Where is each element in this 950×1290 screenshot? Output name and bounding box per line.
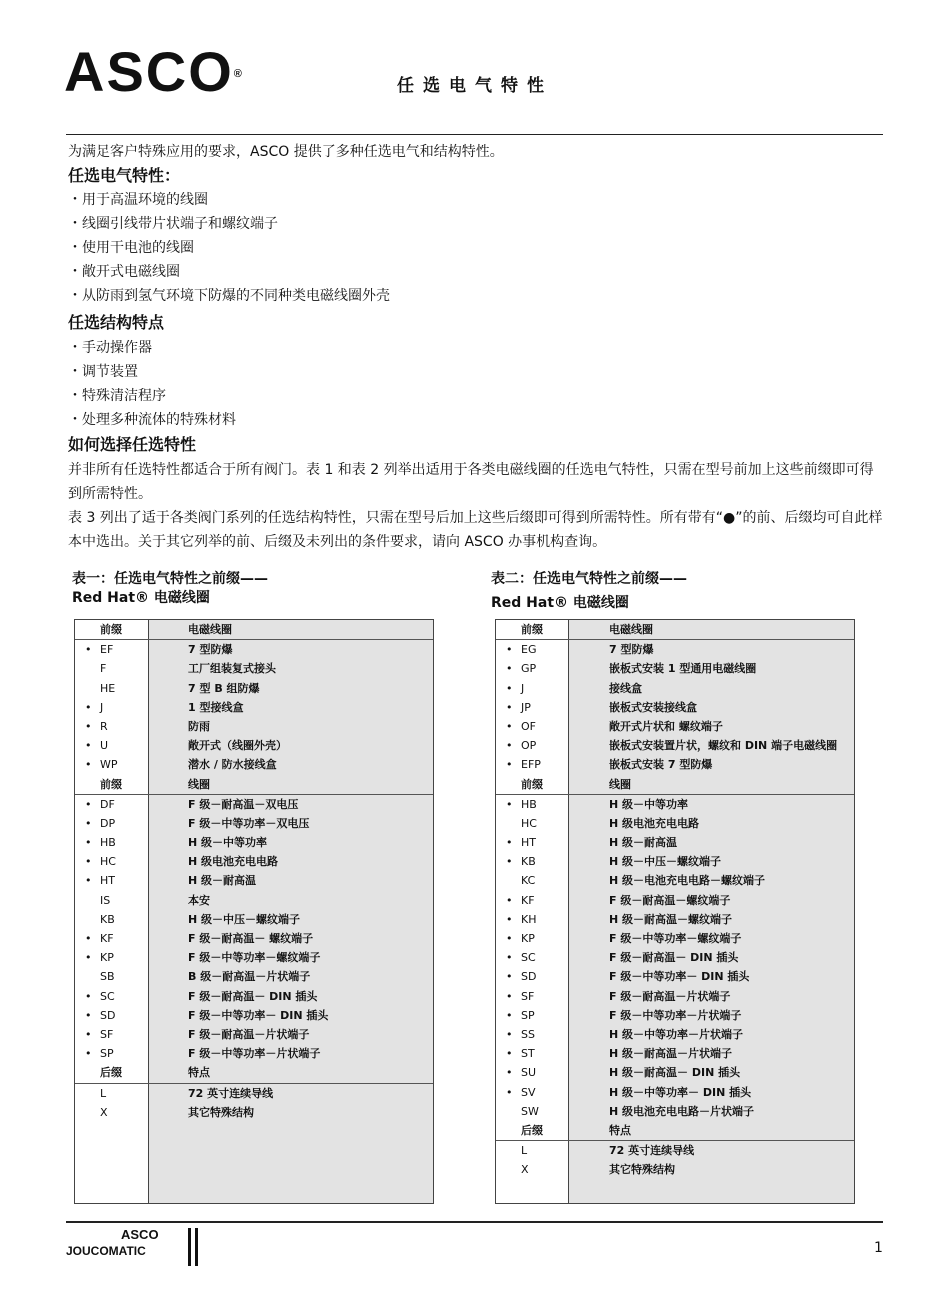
table-row — [75, 1006, 433, 1025]
prefix-code: SP — [521, 1008, 535, 1022]
description: H 级－中等功率－ DIN 插头 — [609, 1085, 752, 1099]
prefix-code: SD — [521, 970, 537, 984]
table-row — [75, 910, 433, 929]
column-header-code: 后缀 — [521, 1123, 543, 1137]
prefix-code: SV — [521, 1085, 536, 1099]
structural-list — [68, 336, 236, 432]
table-row — [75, 814, 433, 833]
description: H 级电池充电电路 — [188, 855, 279, 869]
prefix-code: HC — [100, 855, 116, 869]
description: 其它特殊结构 — [188, 1105, 254, 1119]
bullet-marker: • — [85, 989, 92, 1003]
description: H 级－耐高温 — [188, 874, 257, 888]
description: 接线盒 — [609, 681, 642, 695]
prefix-code: KB — [521, 855, 536, 869]
bullet-marker: • — [85, 951, 92, 965]
bullet-marker: • — [85, 739, 92, 753]
description: H 级－中压－螺纹端子 — [188, 912, 301, 926]
bullet-marker: • — [506, 700, 513, 714]
table-row — [75, 1025, 433, 1044]
description: 嵌板式安装 1 型通用电磁线圈 — [609, 662, 757, 676]
table-row — [496, 814, 854, 833]
table-header-row — [496, 620, 854, 640]
table-row — [496, 1063, 854, 1082]
bullet-marker: • — [85, 1027, 92, 1041]
table-row — [75, 717, 433, 736]
table-row — [496, 871, 854, 890]
table2-caption-line2: Red Hat® 电磁线圈 — [491, 595, 629, 611]
column-header-desc: 线圈 — [188, 777, 210, 791]
prefix-code: DF — [100, 797, 115, 811]
description: 7 型 B 组防爆 — [188, 681, 260, 695]
description: H 级电池充电电路－片状端子 — [609, 1104, 755, 1118]
list-item: ・处理多种流体的特殊材料 — [68, 412, 236, 428]
description: H 级－耐高温 — [609, 836, 678, 850]
description: F 级－耐高温－片状端子 — [188, 1027, 310, 1041]
table-header-row — [75, 775, 433, 795]
description: H 级－中等功率 — [188, 836, 268, 850]
list-item: ・调节装置 — [68, 364, 138, 380]
prefix-code: SW — [521, 1104, 539, 1118]
bullet-marker: • — [506, 1066, 513, 1080]
table-row — [496, 736, 854, 755]
description: F 级－中等功率－双电压 — [188, 816, 310, 830]
description: 嵌板式安装接线盒 — [609, 700, 697, 714]
bullet-marker: • — [85, 1008, 92, 1022]
prefix-code: HB — [100, 836, 116, 850]
prefix-code: SB — [100, 970, 115, 984]
table-row — [75, 755, 433, 774]
bullet-marker: • — [85, 758, 92, 772]
description: F 级－中等功率－片状端子 — [188, 1047, 321, 1061]
table-row — [496, 948, 854, 967]
bullet-marker: • — [506, 662, 513, 676]
description: F 级－耐高温－双电压 — [188, 797, 299, 811]
description: 1 型接线盒 — [188, 700, 244, 714]
table-row — [496, 833, 854, 852]
table-row — [496, 1044, 854, 1063]
list-item: ・手动操作器 — [68, 340, 152, 356]
table-row — [75, 795, 433, 814]
bullet-marker: • — [506, 893, 513, 907]
footer-logo-bars-icon — [188, 1228, 200, 1266]
table-row — [496, 967, 854, 986]
prefix-code: KF — [521, 893, 535, 907]
bullet-marker: • — [85, 643, 92, 657]
description: H 级－耐高温－片状端子 — [609, 1047, 733, 1061]
description: F 级－中等功率－ DIN 插头 — [609, 970, 750, 984]
prefix-code: EFP — [521, 758, 541, 772]
prefix-code: WP — [100, 758, 118, 772]
bullet-marker: • — [506, 855, 513, 869]
prefix-code: KC — [521, 874, 536, 888]
column-header-code: 前缀 — [100, 777, 122, 791]
prefix-code: SP — [100, 1047, 114, 1061]
description: 7 型防爆 — [188, 643, 233, 657]
page-number: 1 — [874, 1240, 883, 1256]
table-row — [75, 698, 433, 717]
howto-paragraph-2: 表 3 列出了适于各类阀门系列的任选结构特性，只需在型号后加上这些后缀即可得到所需特性。所有带有“●”的前、后缀均可自此样本中选出。关于其它列举的前、后缀及未列出的条件要求，请向 ASCO 办事机构查询。 — [68, 510, 883, 550]
description: H 级－耐高温－螺纹端子 — [609, 912, 733, 926]
column-header-desc: 线圈 — [609, 777, 631, 791]
top-divider — [66, 134, 883, 135]
bullet-marker: • — [85, 932, 92, 945]
prefix-code: KF — [100, 932, 114, 945]
list-item: ・线圈引线带片状端子和螺纹端子 — [68, 216, 278, 232]
prefix-code: KB — [100, 912, 115, 926]
bullet-marker: • — [506, 989, 513, 1003]
electrical-heading: 任选电气特性： — [68, 166, 181, 185]
bullet-marker: • — [506, 951, 513, 965]
howto-paragraph-1: 并非所有任选特性都适合于所有阀门。表 1 和表 2 列举出适用于各类电磁线圈的任选电气特性，只需在型号前加上这些前缀即可得 到所需特性。 — [68, 462, 874, 502]
description: F 级－中等功率－螺纹端子 — [609, 932, 742, 945]
prefix-code: HB — [521, 797, 537, 811]
list-item: ・从防雨到氢气环境下防爆的不同种类电磁线圈外壳 — [68, 288, 390, 304]
prefix-code: SS — [521, 1027, 535, 1041]
column-header-code: 后缀 — [100, 1066, 122, 1080]
bullet-marker: • — [85, 836, 92, 850]
prefix-code: HT — [100, 874, 115, 888]
description: F 级－耐高温－片状端子 — [609, 989, 731, 1003]
prefix-code: DP — [100, 816, 116, 830]
bullet-marker: • — [506, 643, 513, 657]
prefix-code: KH — [521, 912, 537, 926]
table-row — [75, 640, 433, 659]
prefix-code: J — [521, 681, 525, 695]
prefix-code: SF — [521, 989, 535, 1003]
table-row — [496, 852, 854, 871]
prefix-code: L — [100, 1086, 107, 1100]
description: F 级－中等功率－螺纹端子 — [188, 951, 321, 965]
description: 敞开式片状和 螺纹端子 — [609, 719, 723, 733]
table-row — [75, 891, 433, 910]
description: 本安 — [188, 893, 210, 907]
table-row — [496, 717, 854, 736]
table-row — [496, 1102, 854, 1121]
table-row — [496, 1141, 854, 1160]
table-row — [496, 910, 854, 929]
table1 — [74, 619, 434, 1204]
bullet-marker: • — [506, 681, 513, 695]
prefix-code: JP — [521, 700, 531, 714]
description: 72 英寸连续导线 — [188, 1086, 274, 1100]
prefix-code: SC — [521, 951, 536, 965]
bottom-divider — [66, 1221, 883, 1223]
howto-heading: 如何选择任选特性 — [68, 435, 197, 454]
table-row — [75, 659, 433, 678]
footer-asco-logo: ASCO — [121, 1227, 159, 1242]
description: H 级电池充电电路 — [609, 816, 700, 830]
description: H 级－中压－螺纹端子 — [609, 855, 722, 869]
description: H 级－中等功率－片状端子 — [609, 1027, 744, 1041]
list-item: ・敞开式电磁线圈 — [68, 264, 180, 280]
description: F 级－耐高温－螺纹端子 — [609, 893, 731, 907]
table-row — [75, 1044, 433, 1063]
table-row — [496, 1006, 854, 1025]
description: F 级－耐高温－ 螺纹端子 — [188, 932, 314, 945]
prefix-code: ST — [521, 1047, 535, 1061]
description: 72 英寸连续导线 — [609, 1144, 695, 1158]
bullet-marker: • — [85, 855, 92, 869]
table-row — [75, 679, 433, 698]
description: F 级－中等功率－片状端子 — [609, 1008, 742, 1022]
bullet-marker: • — [506, 1047, 513, 1061]
description: 嵌板式安装置片状，螺纹和 DIN 端子电磁线圈 — [609, 739, 838, 753]
table-row — [496, 891, 854, 910]
footer-joucomatic-logo: JOUCOMATIC — [66, 1244, 146, 1258]
list-item: ・用于高温环境的线圈 — [68, 192, 208, 208]
bullet-marker: • — [506, 739, 513, 753]
description: B 级－耐高温－片状端子 — [188, 970, 311, 984]
bullet-marker: • — [85, 700, 92, 714]
bullet-marker: • — [506, 1027, 513, 1041]
table2 — [495, 619, 855, 1204]
prefix-code: GP — [521, 662, 537, 676]
table-row — [496, 987, 854, 1006]
description: 7 型防爆 — [609, 643, 654, 657]
table-row — [75, 833, 433, 852]
table-header-row — [496, 1121, 854, 1141]
description: F 级－耐高温－ DIN 插头 — [609, 951, 739, 965]
description: H 级－中等功率 — [609, 797, 689, 811]
table-row — [496, 755, 854, 774]
prefix-code: KP — [100, 951, 114, 965]
bullet-marker: • — [506, 912, 513, 926]
prefix-code: SU — [521, 1066, 537, 1080]
table-row — [75, 1103, 433, 1122]
description: 潜水 / 防水接线盒 — [188, 758, 277, 772]
table-row — [75, 871, 433, 890]
description: 敞开式（线圈外壳） — [188, 739, 287, 753]
table-row — [75, 929, 433, 948]
table-row — [496, 640, 854, 659]
prefix-code: EG — [521, 643, 537, 657]
bullet-marker: • — [506, 1008, 513, 1022]
prefix-code: X — [100, 1105, 108, 1119]
structural-heading: 任选结构特点 — [68, 313, 165, 332]
column-header-desc: 特点 — [188, 1066, 210, 1080]
table-header-row — [75, 620, 433, 640]
prefix-code: IS — [100, 893, 111, 907]
prefix-code: EF — [100, 643, 114, 657]
prefix-code: OP — [521, 739, 537, 753]
prefix-code: X — [521, 1163, 529, 1177]
bullet-marker: • — [85, 797, 92, 811]
description: F 级－中等功率－ DIN 插头 — [188, 1008, 329, 1022]
prefix-code: SF — [100, 1027, 114, 1041]
prefix-code: SC — [100, 989, 115, 1003]
list-item: ・使用干电池的线圈 — [68, 240, 194, 256]
column-header-code: 前缀 — [100, 623, 122, 636]
asco-logo: ASCO® — [64, 40, 244, 103]
description: H 级－电池充电电路－螺纹端子 — [609, 874, 766, 888]
prefix-code: HC — [521, 816, 537, 830]
prefix-code: R — [100, 719, 108, 733]
list-item: ・特殊清洁程序 — [68, 388, 166, 404]
table-row — [75, 967, 433, 986]
table-header-row — [75, 1063, 433, 1083]
table-row — [75, 987, 433, 1006]
bullet-marker: • — [506, 836, 513, 850]
prefix-code: L — [521, 1144, 528, 1158]
table-row — [75, 852, 433, 871]
table-row — [75, 948, 433, 967]
column-header-code: 前缀 — [521, 623, 543, 636]
description: 防雨 — [188, 719, 210, 733]
prefix-code: F — [100, 662, 107, 676]
table-row — [496, 698, 854, 717]
column-header-desc: 特点 — [609, 1123, 631, 1137]
table1-caption-line1: 表一：任选电气特性之前缀—— — [72, 571, 268, 587]
prefix-code: OF — [521, 719, 536, 733]
bullet-marker: • — [85, 1047, 92, 1061]
column-header-desc: 电磁线圈 — [609, 623, 653, 636]
page-title: 任选电气特性 — [397, 76, 553, 96]
table1-rows — [75, 620, 433, 1122]
intro-text: 为满足客户特殊应用的要求，ASCO 提供了多种任选电气和结构特性。 — [68, 144, 504, 160]
table-row — [75, 736, 433, 755]
bullet-marker: • — [85, 719, 92, 733]
bullet-marker: • — [506, 970, 513, 984]
bullet-marker: • — [85, 874, 92, 888]
table-row — [496, 679, 854, 698]
table-row — [496, 1083, 854, 1102]
table2-caption-line1: 表二：任选电气特性之前缀—— — [491, 571, 687, 587]
table-row — [496, 795, 854, 814]
column-header-desc: 电磁线圈 — [188, 623, 232, 636]
table-row — [496, 1160, 854, 1179]
table1-caption-line2: Red Hat® 电磁线圈 — [72, 590, 210, 606]
table-header-row — [496, 775, 854, 795]
bullet-marker: • — [506, 758, 513, 772]
table-row — [496, 659, 854, 678]
bullet-marker: • — [506, 932, 513, 945]
table-row — [496, 1025, 854, 1044]
description: 嵌板式安装 7 型防爆 — [609, 758, 713, 772]
prefix-code: SD — [100, 1008, 116, 1022]
description: 工厂组装复式接头 — [188, 662, 276, 676]
table2-rows — [496, 620, 854, 1179]
prefix-code: KP — [521, 932, 535, 945]
bullet-marker: • — [506, 797, 513, 811]
description: F 级－耐高温－ DIN 插头 — [188, 989, 318, 1003]
prefix-code: J — [100, 700, 104, 714]
bullet-marker: • — [506, 1085, 513, 1099]
table-row — [496, 929, 854, 948]
prefix-code: HT — [521, 836, 536, 850]
table-row — [75, 1084, 433, 1103]
prefix-code: U — [100, 739, 109, 753]
description: H 级－耐高温－ DIN 插头 — [609, 1066, 741, 1080]
bullet-marker: • — [85, 816, 92, 830]
electrical-list — [68, 188, 390, 308]
prefix-code: HE — [100, 681, 116, 695]
column-header-code: 前缀 — [521, 777, 543, 791]
bullet-marker: • — [506, 719, 513, 733]
description: 其它特殊结构 — [609, 1163, 675, 1177]
